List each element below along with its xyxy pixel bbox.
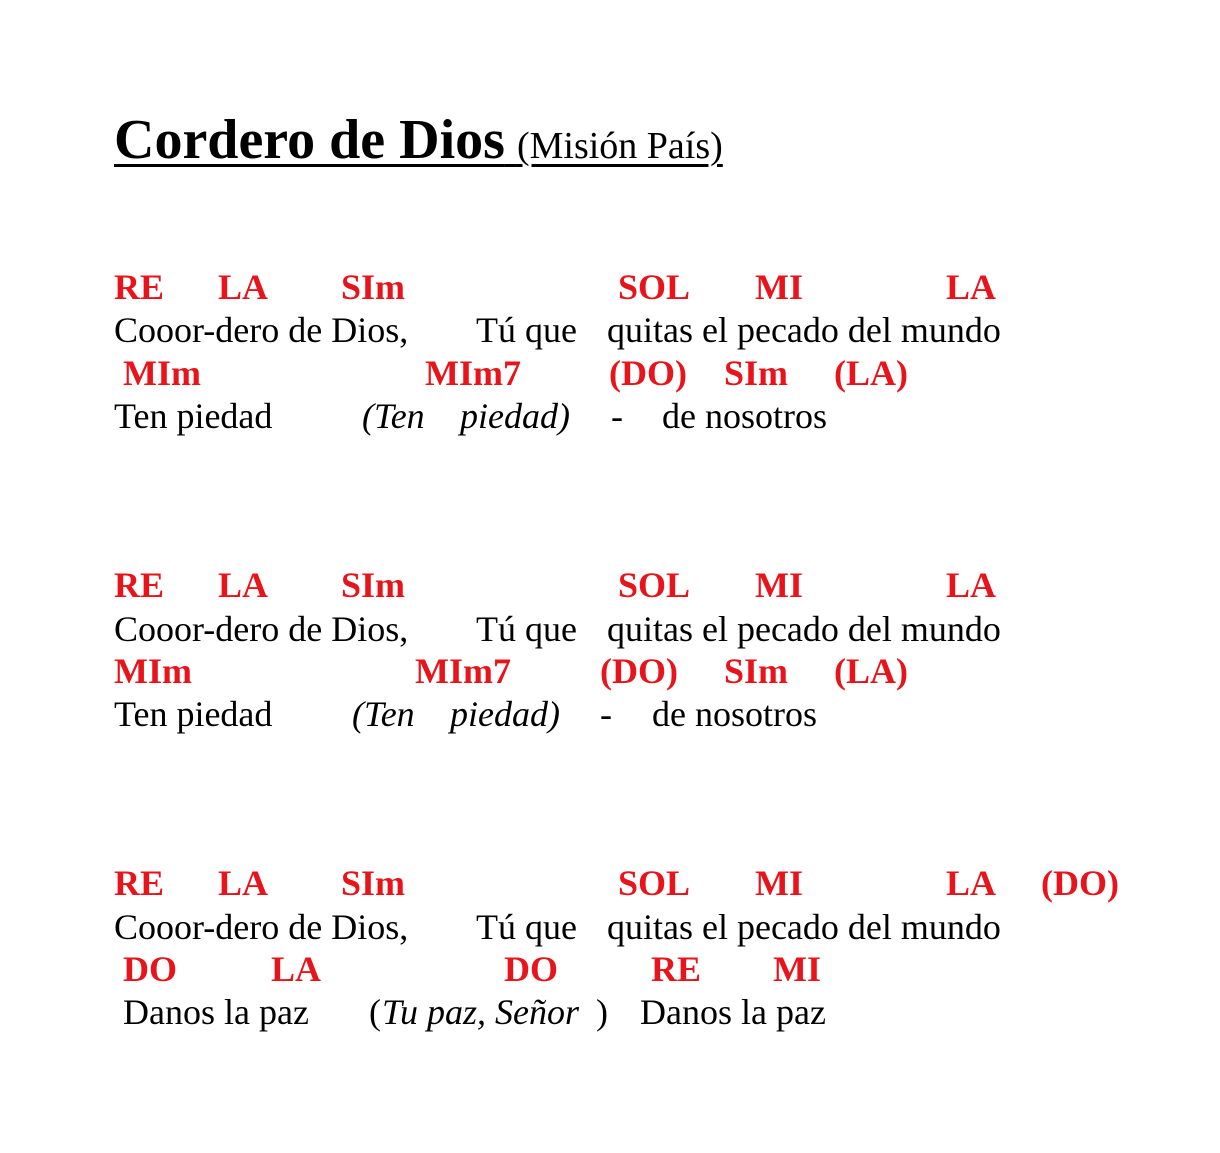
chord: MI [773,949,821,989]
lyric-segment: Tu paz, Señor [382,992,580,1032]
chord: SIm [341,863,406,903]
lyric-segment: Tú que [476,907,577,947]
chord: SOL [618,565,691,605]
chord: SIm [724,651,789,691]
song-title [114,108,723,172]
lyric-segment: de nosotros [662,396,827,436]
chord: DO [123,949,177,989]
chord: MIm [114,651,192,691]
lyric-segment: Tú que [476,310,577,350]
lyric-segment: - [611,396,623,436]
lyric-segment: Cooor-dero de Dios, [114,907,409,947]
chord: (DO) [609,353,687,393]
chord: LA [218,267,269,307]
lyric-segment: Danos la paz [640,992,826,1032]
lyric-segment: Ten piedad [114,396,273,436]
lyric-segment: (Ten [362,396,425,436]
chord: RE [651,949,702,989]
chord: LA [946,267,997,307]
chord: (DO) [1041,863,1119,903]
lyric-segment: Danos la paz [123,992,309,1032]
chord: SOL [618,267,691,307]
title-main: Cordero de Dios [114,109,505,171]
lyric-segment: piedad) [460,396,570,436]
lyric-segment: quitas el pecado del mundo [607,609,1001,649]
chord: LA [218,565,269,605]
chord: MIm [123,353,201,393]
lyric-segment: ( [369,992,381,1032]
title-subtitle: (Misión País) [516,125,723,167]
chord: RE [114,863,165,903]
lyric-segment: Cooor-dero de Dios, [114,609,409,649]
chord: SOL [618,863,691,903]
chord: LA [946,565,997,605]
lyric-segment: ) [596,992,608,1032]
chord: LA [271,949,322,989]
lyric-segment: quitas el pecado del mundo [607,907,1001,947]
chord: (LA) [834,651,908,691]
lyric-segment: - [600,694,612,734]
chord: MIm7 [425,353,521,393]
lyric-segment: de nosotros [652,694,817,734]
chord: MI [755,565,803,605]
chord: RE [114,565,165,605]
lyric-segment: (Ten [352,694,415,734]
chord: MIm7 [415,651,511,691]
lyric-segment: Ten piedad [114,694,273,734]
chord: (LA) [834,353,908,393]
chord: LA [218,863,269,903]
chord: MI [755,863,803,903]
chord: RE [114,267,165,307]
chord: SIm [341,565,406,605]
lyric-segment: piedad) [450,694,560,734]
lyric-segment: quitas el pecado del mundo [607,310,1001,350]
lyric-segment: Tú que [476,609,577,649]
chord: (DO) [600,651,678,691]
chord: MI [755,267,803,307]
chord: LA [946,863,997,903]
lyric-segment: Cooor-dero de Dios, [114,310,409,350]
chord: SIm [724,353,789,393]
chord: SIm [341,267,406,307]
chord: DO [504,949,558,989]
